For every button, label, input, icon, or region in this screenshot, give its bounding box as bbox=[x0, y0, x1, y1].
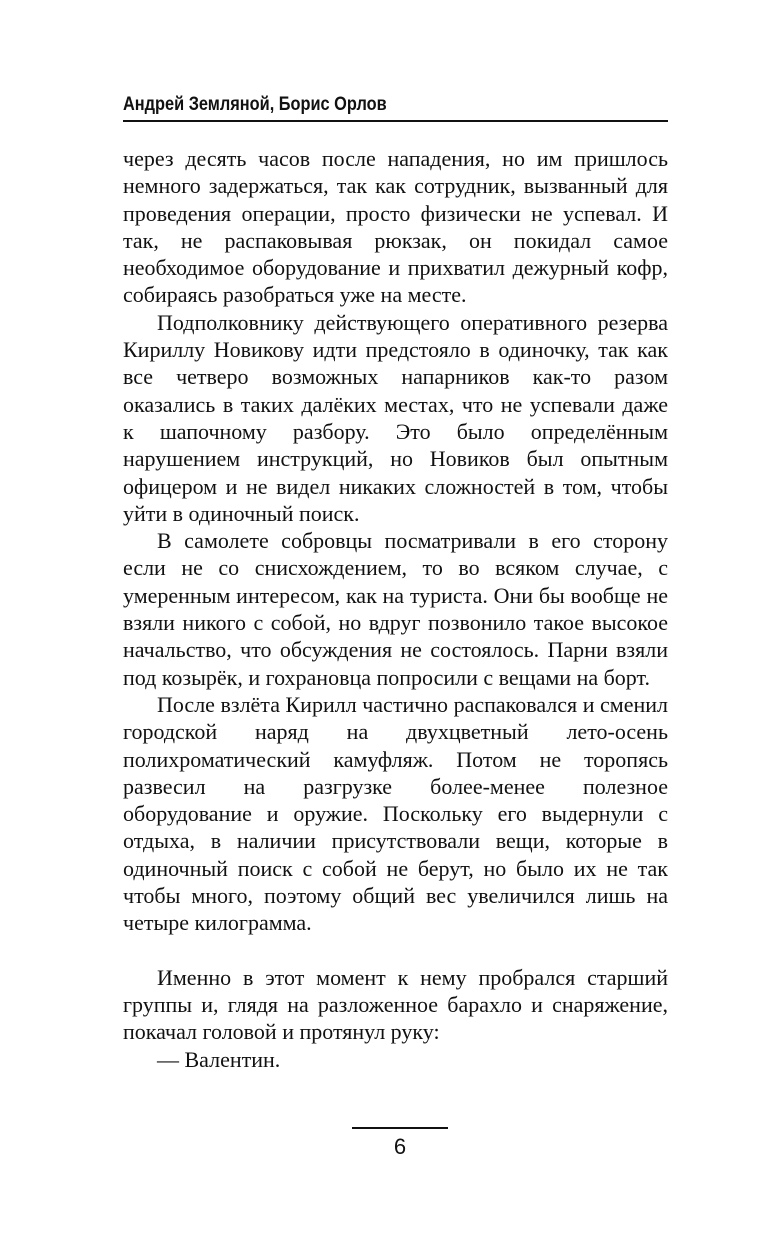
paragraph: В самолете собровцы посматривали в его сторону если не со снисхождением, то во всяком случае, с умеренным интересом, как на туриста. Они бы вообще не взяли никого с собой, но вдруг позвонило такое высокое начальство, что обсуждения не состоялось. Парни взяли под козырёк, и гохрановца попросили с вещами на борт. bbox=[123, 528, 668, 690]
paragraph: Именно в этот момент к нему пробрался старший группы и, глядя на разложенное барахло и снаряжение, покачал головой и протянул руку: bbox=[123, 964, 668, 1045]
paragraph: После взлёта Кирилл частично распаковался и сменил городской наряд на двухцветный лето-осень полихроматический камуфляж. Потом не торопясь развесил на разгрузке более-менее полезное оборудование и оружие. Поскольку его выдернули с отдыха, в наличии присутствовали вещи, которые в одиночный поиск с собой не берут, но было их не так чтобы много, поэтому общий вес увеличился лишь на четыре килограмма. bbox=[123, 691, 668, 936]
paragraph: Подполковнику действующего оперативного резерва Кириллу Новикову идти предстояло в одиночку, так как все четверо возможных напарников как-то разом оказались в таких далёких местах, что не успевали даже к шапочному разбору. Это было определённым нарушением инструкций, но Новиков был опытным офицером и не видел никаких сложностей в том, чтобы уйти в одиночный поиск. bbox=[123, 309, 668, 526]
paragraph-continuation: через десять часов после нападения, но им пришлось немного задержаться, так как сотрудник, вызванный для проведения операции, просто физически не успевал. И так, не распаковывая рюкзак, он покидал самое необходимое оборудование и прихватил дежурный кофр, собираясь разобраться уже на месте. bbox=[123, 146, 668, 308]
page-number: 6 bbox=[393, 1134, 407, 1159]
running-title: Андрей Земляной, Борис Орлов bbox=[123, 94, 387, 115]
dialogue-line: — Валентин. bbox=[157, 1046, 281, 1072]
body-text bbox=[123, 145, 668, 1073]
footer-rule bbox=[352, 1127, 448, 1129]
running-header bbox=[123, 90, 668, 122]
